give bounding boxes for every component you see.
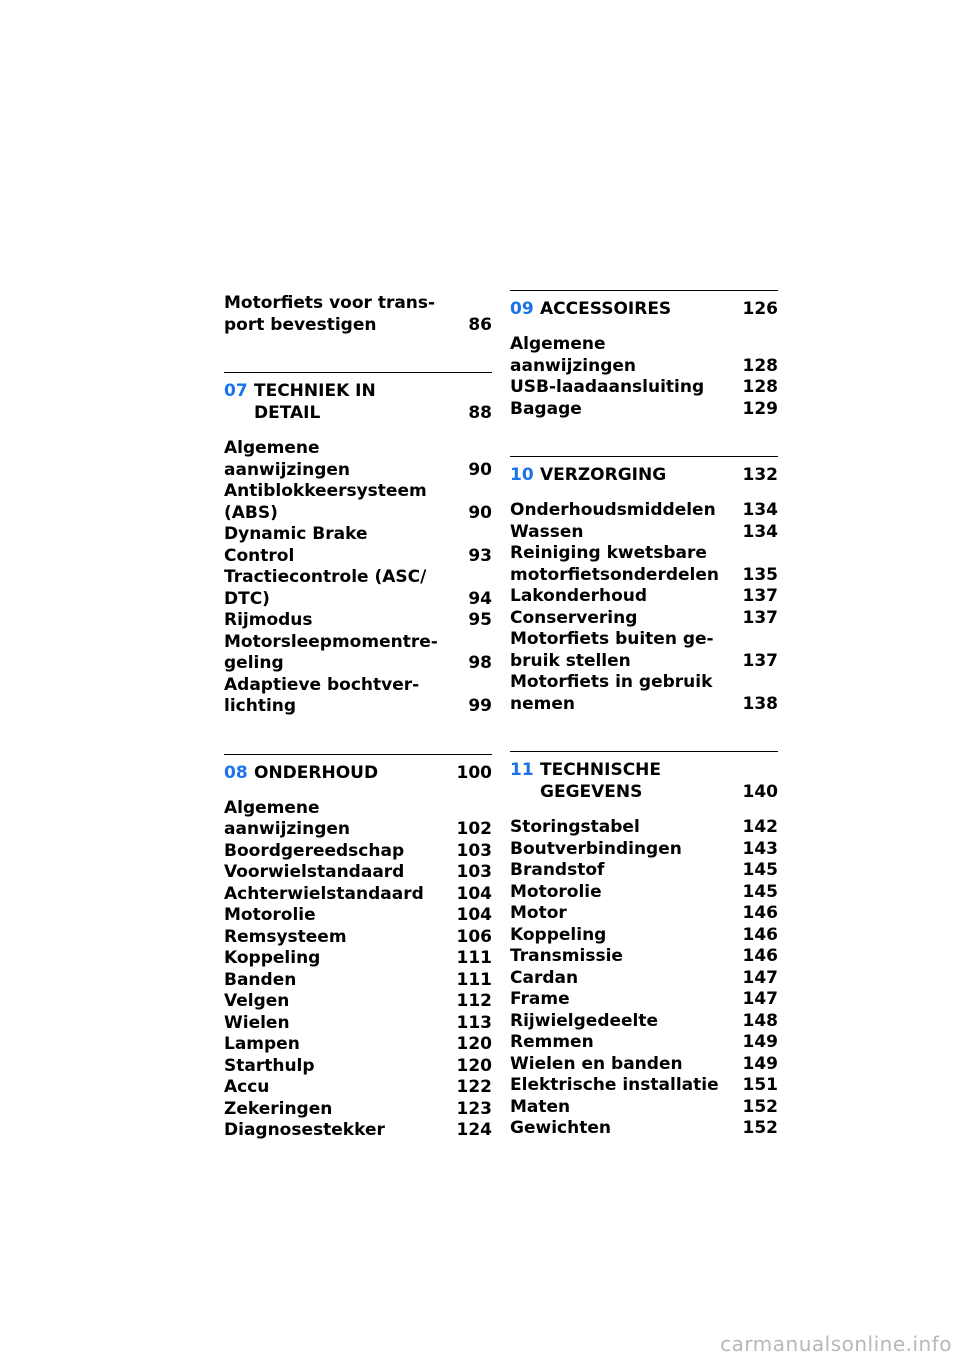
toc-entry[interactable]	[224, 948, 492, 970]
toc-entry-title: Remmen	[510, 1032, 594, 1052]
toc-entry[interactable]	[510, 860, 778, 882]
chapter-title: ACCESSOIRES	[540, 299, 672, 319]
toc-entry-page: 145	[742, 860, 778, 880]
toc-entry[interactable]	[224, 1077, 492, 1099]
toc-entry[interactable]	[224, 567, 492, 610]
toc-entry[interactable]	[510, 1032, 778, 1054]
toc-entry[interactable]	[510, 1118, 778, 1140]
toc-entry[interactable]	[510, 522, 778, 544]
toc-entry-title: Accu	[224, 1077, 270, 1097]
toc-entry[interactable]	[510, 989, 778, 1011]
toc-entry-title: Boutverbindingen	[510, 838, 682, 859]
toc-entry-page: 143	[742, 838, 778, 859]
toc-entry-page: 90	[468, 502, 492, 523]
toc-entry-title: Algemene aanwijzingen	[224, 438, 351, 480]
toc-entry[interactable]	[510, 377, 778, 399]
toc-entry-title: Wassen	[510, 521, 584, 542]
toc-entry[interactable]	[510, 1097, 778, 1119]
toc-entry-title: Tractiecontrole (ASC/ DTC)	[224, 567, 427, 609]
toc-entry[interactable]	[510, 817, 778, 839]
toc-entry-page: 146	[742, 903, 778, 923]
chapter-heading[interactable]	[224, 372, 492, 424]
chapter-heading[interactable]	[224, 754, 492, 784]
toc-entry[interactable]	[224, 1120, 492, 1142]
toc-entry-title: Remsysteem	[224, 926, 347, 947]
toc-entry-title: Antiblokkeersysteem (ABS)	[224, 481, 427, 523]
toc-entry[interactable]	[510, 608, 778, 630]
toc-entry[interactable]	[510, 839, 778, 861]
toc-entry-title: Motorsleepmomentre- geling	[224, 631, 438, 673]
toc-entry-page: 145	[742, 881, 778, 902]
toc-entry-title: Maten	[510, 1096, 571, 1117]
toc-entry-title: Elektrische installatie	[510, 1075, 719, 1095]
toc-entry-title: Rijmodus	[224, 610, 313, 630]
toc-entry[interactable]	[224, 524, 492, 567]
toc-entry-title: Koppeling	[224, 948, 321, 968]
toc-entry-page: 122	[456, 1077, 492, 1097]
toc-entry-page: 128	[742, 355, 778, 376]
chapter-number: 10	[510, 465, 534, 485]
toc-entry[interactable]	[224, 610, 492, 632]
chapter-number: 11	[510, 760, 534, 780]
toc-entry-title: Reiniging kwetsbare motorfietsonderdelen	[510, 543, 719, 585]
toc-entry-page: 128	[742, 377, 778, 397]
toc-entry-page: 137	[742, 650, 778, 671]
toc-entry-page: 90	[468, 459, 492, 480]
toc-entry[interactable]	[510, 672, 778, 715]
toc-entry[interactable]	[224, 1056, 492, 1078]
toc-entry[interactable]	[224, 991, 492, 1013]
toc-entry-page: 106	[456, 926, 492, 947]
toc-entry[interactable]	[224, 884, 492, 906]
toc-entry-page: 149	[742, 1032, 778, 1052]
toc-entry[interactable]	[224, 481, 492, 524]
chapter-page: 100	[456, 762, 492, 783]
toc-entry-title: Cardan	[510, 967, 579, 988]
toc-entry-title: Bagage	[510, 398, 582, 419]
toc-entry-title: Rijwielgedeelte	[510, 1010, 659, 1031]
toc-entry[interactable]	[224, 905, 492, 927]
toc-entry-title: Wielen en banden	[510, 1053, 683, 1074]
toc-entry[interactable]	[224, 675, 492, 718]
chapter-page: 88	[468, 403, 492, 423]
toc-entry[interactable]	[224, 798, 492, 841]
toc-entry-title: Starthulp	[224, 1055, 315, 1076]
toc-entry-page: 147	[742, 989, 778, 1009]
chapter-label	[510, 759, 661, 803]
toc-entry[interactable]	[510, 543, 778, 586]
toc-entry[interactable]	[510, 968, 778, 990]
toc-entry[interactable]	[510, 586, 778, 608]
toc-entry-title: Motorolie	[510, 881, 602, 902]
toc-entry-title: Banden	[224, 969, 297, 990]
toc-entry-title: Lakonderhoud	[510, 586, 648, 606]
toc-entry-title: Velgen	[224, 991, 290, 1011]
chapter-number: 08	[224, 762, 248, 783]
toc-entry-title: Wielen	[224, 1012, 290, 1033]
chapter-heading[interactable]	[510, 751, 778, 803]
section-spacer	[224, 718, 492, 754]
toc-entry[interactable]	[224, 1013, 492, 1035]
chapter-label	[224, 380, 376, 424]
toc-entry-page: 95	[468, 610, 492, 630]
toc-entry[interactable]	[224, 970, 492, 992]
toc-entry[interactable]	[510, 925, 778, 947]
toc-entry-title: Frame	[510, 989, 570, 1009]
toc-entry-title: Koppeling	[510, 924, 607, 945]
toc-entry-page: 148	[742, 1010, 778, 1031]
section-spacer	[224, 336, 492, 372]
chapter-title: TECHNIEK IN DETAIL	[254, 381, 376, 423]
toc-entry-page: 152	[742, 1118, 778, 1138]
toc-right-column	[510, 290, 778, 1140]
toc-entry-page: 149	[742, 1053, 778, 1074]
toc-entry-page: 102	[456, 819, 492, 839]
toc-entry-page: 94	[468, 588, 492, 609]
toc-entry[interactable]	[510, 882, 778, 904]
toc-entry-page: 134	[742, 500, 778, 520]
section-spacer	[510, 715, 778, 751]
chapter-heading[interactable]	[510, 290, 778, 320]
toc-entry-page: 146	[742, 924, 778, 945]
chapter-title: ONDERHOUD	[254, 762, 379, 783]
toc-entry-page: 104	[456, 883, 492, 904]
chapter-title: VERZORGING	[540, 465, 667, 485]
toc-entry[interactable]	[510, 629, 778, 672]
toc-entry-page: 129	[742, 398, 778, 419]
toc-entry-title: Storingstabel	[510, 817, 640, 837]
toc-entry-page: 86	[468, 314, 492, 335]
toc-entry-page: 120	[456, 1055, 492, 1076]
toc-entry[interactable]	[224, 1099, 492, 1121]
chapter-heading[interactable]	[510, 456, 778, 486]
toc-entry-page: 93	[468, 545, 492, 566]
toc-entry-page: 124	[456, 1120, 492, 1140]
toc-entry-page: 104	[456, 905, 492, 925]
continued-entries	[224, 293, 492, 336]
toc-entry-title: Transmissie	[510, 946, 623, 966]
toc-entry-page: 147	[742, 967, 778, 988]
toc-entry-title: Achterwielstandaard	[224, 883, 424, 904]
toc-entry-title: Motor	[510, 903, 567, 923]
toc-entry[interactable]	[224, 438, 492, 481]
watermark: carmanualsonline.info	[720, 1332, 952, 1356]
toc-entry-page: 135	[742, 564, 778, 585]
toc-entry-page: 111	[456, 948, 492, 968]
toc-entry[interactable]	[510, 399, 778, 421]
toc-entry-title: Boordgereedschap	[224, 840, 405, 861]
toc-entry-title: Algemene aanwijzingen	[510, 334, 637, 376]
chapter-page: 126	[742, 299, 778, 319]
toc-entry-page: 103	[456, 862, 492, 882]
toc-entry[interactable]	[510, 334, 778, 377]
toc-entry-title: Algemene aanwijzingen	[224, 797, 351, 839]
toc-entry[interactable]	[510, 1054, 778, 1076]
toc-entry[interactable]	[510, 946, 778, 968]
toc-entry-page: 113	[456, 1012, 492, 1033]
toc-entry[interactable]	[224, 1034, 492, 1056]
toc-entry-page: 146	[742, 946, 778, 966]
chapter-page: 132	[742, 465, 778, 485]
toc-entry-page: 134	[742, 521, 778, 542]
toc-entry-title: Lampen	[224, 1034, 300, 1054]
toc-entry-title: USB-laadaansluiting	[510, 377, 705, 397]
toc-entry-title: Diagnosestekker	[224, 1120, 385, 1140]
toc-entry-page: 142	[742, 817, 778, 837]
toc-entry-title: Motorfiets in gebruik nemen	[510, 672, 713, 714]
toc-entry-title: Adaptieve bochtver- lichting	[224, 674, 420, 716]
chapter-title: TECHNISCHE GEGEVENS	[540, 760, 662, 802]
toc-entry-page: 112	[456, 991, 492, 1011]
chapter-page: 140	[742, 782, 778, 802]
toc-entry-page: 111	[456, 969, 492, 990]
toc-entry-page: 120	[456, 1034, 492, 1054]
toc-entry[interactable]	[224, 841, 492, 863]
toc-entry-page: 137	[742, 586, 778, 606]
chapter-number: 09	[510, 299, 534, 319]
toc-entry[interactable]	[510, 1011, 778, 1033]
chapter-number: 07	[224, 381, 248, 401]
toc-entry-page: 99	[468, 696, 492, 716]
toc-entry-page: 103	[456, 840, 492, 861]
toc-entry[interactable]	[224, 632, 492, 675]
toc-entry-title: Motorfiets buiten ge- bruik stellen	[510, 629, 714, 671]
chapter-label	[510, 298, 671, 320]
toc-left-column	[224, 290, 492, 1142]
toc-entry-page: 151	[742, 1075, 778, 1095]
toc-entry[interactable]	[510, 1075, 778, 1097]
toc-entry-title: Motorfiets voor trans- port bevestigen	[224, 293, 436, 335]
toc-entry-title: Brandstof	[510, 860, 605, 880]
toc-entry-title: Zekeringen	[224, 1098, 333, 1119]
chapter-label	[510, 464, 666, 486]
toc-entry-page: 98	[468, 653, 492, 673]
toc-entry-title: Dynamic Brake Control	[224, 524, 368, 566]
toc-entry-title: Motorolie	[224, 905, 316, 925]
toc-entry-title: Conservering	[510, 607, 638, 628]
chapter-label	[224, 762, 378, 784]
toc-entry[interactable]	[510, 500, 778, 522]
toc-entry-page: 137	[742, 607, 778, 628]
toc-entry[interactable]	[510, 903, 778, 925]
toc-entry-title: Onderhoudsmiddelen	[510, 500, 716, 520]
toc-entry-page: 152	[742, 1096, 778, 1117]
toc-entry[interactable]	[224, 927, 492, 949]
toc-entry[interactable]	[224, 293, 492, 336]
toc-entry-page: 138	[742, 693, 778, 714]
toc-entry-title: Gewichten	[510, 1118, 611, 1138]
toc-entry[interactable]	[224, 862, 492, 884]
section-spacer	[510, 420, 778, 456]
toc-entry-title: Voorwielstandaard	[224, 862, 405, 882]
toc-entry-page: 123	[456, 1098, 492, 1119]
